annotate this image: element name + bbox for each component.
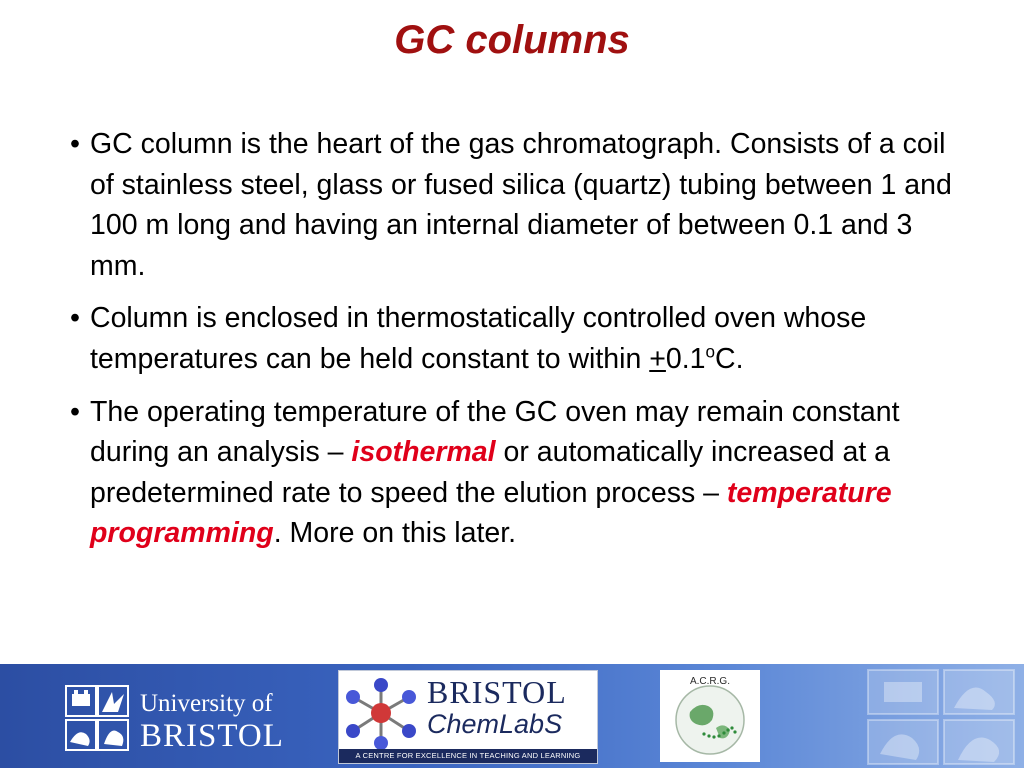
slide-title: GC columns [394, 18, 630, 62]
acrg-globe-icon [660, 670, 760, 762]
bullet-list [70, 124, 970, 566]
acrg-logo [660, 670, 760, 762]
bullet-marker: • [70, 395, 80, 428]
emphasis-isothermal: isothermal [351, 436, 496, 469]
bullet-text-3b: or automatically increased at a predetermined rate to speed the elution process – [90, 436, 891, 509]
university-wordmark [140, 690, 284, 754]
bullet-text-3c: . More on this later. [273, 517, 517, 550]
bullet-text-3a: The operating temperature of the GC oven may remain constant during an analysis – [90, 395, 900, 469]
degree-superscript: o [705, 342, 716, 362]
temperature-unit: C. [715, 342, 744, 375]
university-line2: BRISTOL [140, 718, 284, 754]
footer-bar [0, 664, 1024, 768]
bullet-item-1 [70, 124, 970, 286]
chemlabs-tagline: A CENTRE FOR EXCELLENCE IN TEACHING AND LEARNING [339, 749, 597, 763]
bullet-marker: • [70, 128, 80, 160]
bullet-item-2 [70, 298, 970, 379]
chemlabs-subtitle: ChemLabS [427, 709, 563, 739]
chemlabs-logo [338, 670, 598, 764]
university-line1: University of [140, 690, 273, 717]
plus-minus-sign: + [649, 342, 666, 375]
bullet-item-3 [70, 392, 970, 554]
crest-watermark-icon [860, 664, 1024, 768]
acrg-label: A.C.R.G. [689, 676, 731, 687]
chemlabs-title: BRISTOL [427, 674, 567, 710]
molecule-icon [341, 675, 421, 753]
bullet-text-1: GC column is the heart of the gas chromatograph. Consists of a coil of stainless steel, glass or fused silica (quartz) tubing between 1 and 100 m long and having an internal diameter of between 0.1 and 3 mm. [90, 128, 952, 282]
bullet-text-2: Column is enclosed in thermostatically controlled oven whose temperatures can be held constant to within [90, 302, 867, 375]
bullet-marker: • [70, 302, 80, 335]
temperature-value: 0.1 [665, 342, 706, 375]
university-crest-icon [64, 684, 130, 754]
emphasis-temperature-programming: temperature programming [90, 476, 892, 550]
